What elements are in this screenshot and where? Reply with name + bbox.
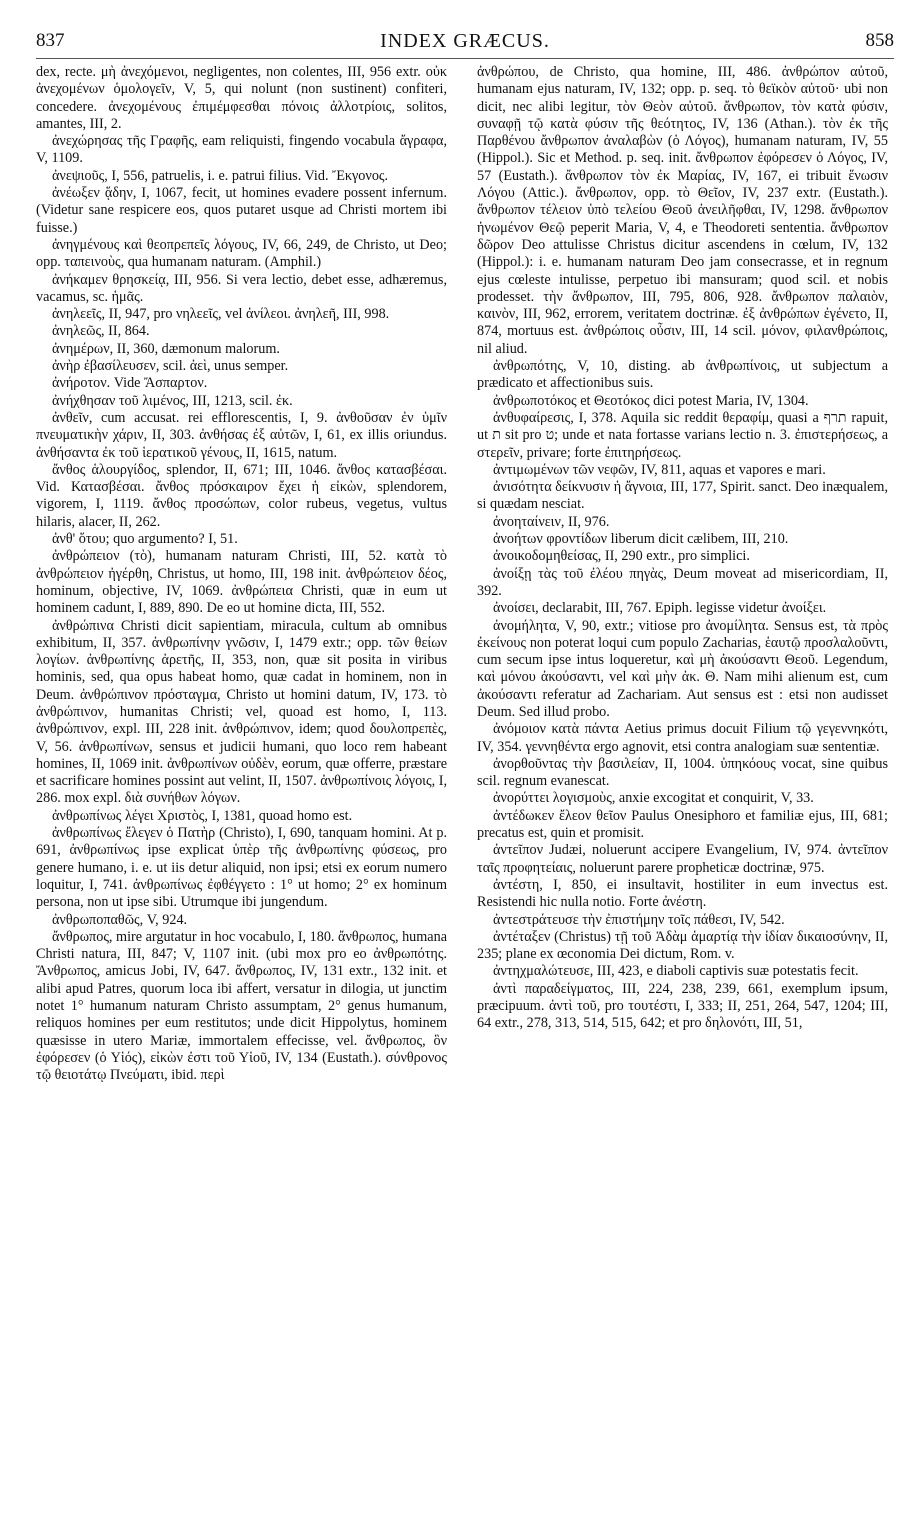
right-column [477,64,888,1524]
index-entry: ἀνοικοδομηθείσας, II, 290 extr., pro simplici. [493,548,750,565]
header-rule [36,58,894,59]
index-entry: ἀνθρωπότης, V, 10, disting. ab ἀνθρωπίνοις, ut subjectum a prædicato et affectionibus suis. [477,358,888,392]
index-entry: ἀνὴρ ἐβασίλευσεν, scil. ἀεὶ, unus semper. [52,358,289,375]
index-entry: ἀντὶ παραδείγματος, III, 224, 238, 239, 661, exemplum ipsum, præcipuum. ἀντὶ τοῦ, pro τουτέστι, I, 333; II, 251, 264, 547, 1204; III, 64 extr., 278, 313, 514, 515, 642; et pro δηλονότι, III, 51, [477,980,888,1032]
index-entry: ἀνθυφαίρεσις, I, 378. Aquila sic reddit θεραφίμ, quasi a תרף rapuit, ut ת sit pro ט; unde et nata fortasse varians lectio n. 3. ἐπιστερήσεως, a στερεῖν, privare; forte ἐπιτηρήσεως. [477,409,888,461]
index-entry: ἀντηχμαλώτευσε, III, 423, e diaboli captivis suæ potestatis fecit. [493,963,859,980]
running-title: INDEX GRÆCUS. [380,30,550,52]
index-entry: ἀνήροτον. Vide Ἄσπαρτον. [52,375,208,392]
index-entry: ἀνθρωπίνως ἔλεγεν ὁ Πατὴρ (Christo), I, 690, tanquam homini. At p. 691, ἀνθρωπίνως ipse explicat ὑπὲρ τῆς ἀνθρωπίνης φύσεως, pro genere humano, i. e. ut iis detur aliquid, non ipsi; etsi ex eorum numero loquitur, I, 741. ἀνθρωπίνως ἐφθέγγετο : 1° ut homo; 2° ex hominum persona, non ut ipse sibi. Utrumque ibi jungendum. [36,825,447,911]
index-entry: ἀνοηταίνειν, II, 976. [493,513,610,530]
index-entry: ἀνθρώπειον (τὸ), humanam naturam Christi, III, 52. κατὰ τὸ ἀνθρώπειον ἠγέρθη, Christus, ut homo, III, 198 init. ἀνθρώπειον δέος, hominum, objective, IV, 1069. ἀνθρώπεια Christi, quæ in eum ut hominem cadunt, I, 889, 890. De eo ut homine dicta, III, 552. [36,548,447,617]
index-entry: ἀνόμοιον κατὰ πάντα Aetius primus docuit Filium τῷ γεγεννηκότι, IV, 354. γεννηθέντα ergo agnovit, etsi contra analogiam suæ sententiæ. [477,721,888,755]
index-entry: ἀνθρωπίνως λέγει Χριστὸς, I, 1381, quoad homo est. [52,807,353,824]
index-entry: ἀντέταξεν (Christus) τῇ τοῦ Ἀδὰμ ἁμαρτίᾳ τὴν ἰδίαν δικαιοσύνην, II, 235; plane ex œconomia Dei dictum, Rom. v. [477,928,888,963]
index-entry: ἀνθ' ὅτου; quo argumento? I, 51. [52,531,238,548]
index-entry: ἀνήκαμεν θρησκείᾳ, III, 956. Si vera lectio, debet esse, adhæremus, vacamus, sc. ἡμᾶς. [36,271,447,305]
index-entry: ἀνομήλητα, V, 90, extr.; vitiose pro ἀνομίλητα. Sensus est, τὰ πρὸς ἐκείνους non poterat loqui cum populo Zacharias, ἑαυτῷ προσλαλοῦντι, cum secum ipse intus loqueretur, καὶ μὴ ἀκούσαντι Θεοῦ. Legendum, καὶ μόνου ἀκούσαντι, vel καὶ μὴν ἀκ. Θ. Nam mihi alienum est, cum ἀκούσαντι referatur ad Zachariam. Aut sensus est : etsi non audisset Deum. Sed illud probo. [477,617,888,720]
index-entry: ἀνοίξῃ τὰς τοῦ ἐλέου πηγὰς, Deum moveat ad misericordiam, II, 392. [477,565,888,599]
index-entry: ἀνήχθησαν τοῦ λιμένος, III, 1213, scil. ἐκ. [52,392,293,409]
index-entry: ἀνηγμένους καὶ θεοπρεπεῖς λόγους, IV, 66, 249, de Christo, ut Deo; opp. ταπεινοὺς, qua humanam naturam. (Amphil.) [36,236,447,271]
index-entry: ἀνηλεεῖς, II, 947, pro νηλεεῖς, vel ἀνίλεοι. ἀνηλεῆ, III, 998. [52,306,390,323]
index-entry: ἄνθος ἁλουργίδος, splendor, II, 671; III, 1046. ἄνθος κατασβέσαι. Vid. Κατασβέσαι. ἄνθος πρόσκαιρον ἔχει ἡ εἰκὼν, splendorem, vigorem, I, 1119. ἄνθος προσώπων, color rubeus, vegetus, vultus hilaris, alacer, II, 262. [36,461,447,530]
index-entry: ἀνισότητα δείκνυσιν ἡ ἄγνοια, III, 177, Spirit. sanct. Deo inæqualem, si quædam nesciat. [477,479,888,513]
index-entry: ἀνημέρων, II, 360, dæmonum malorum. [52,340,280,357]
index-entry: ἀνθρώπου, de Christo, qua homine, III, 486. ἀνθρώπον αὐτοῦ, humanam ejus naturam, IV, 132; opp. p. seq. τὸ θεϊκὸν αὐτοῦ· ubi non dicit, nec alibi legitur, τὸν Θεὸν αὐτοῦ. ἄνθρωπον, τὸν κατὰ φύσιν, συναφῇ τῷ κατὰ φύσιν τῆς θεότητος, IV, 136 (Athan.). τὸν ἐκ τῆς Παρθένου ἄνθρωπον ἀναλαβὼν (ὁ Λόγος), humanam naturam, IV, 55 (Hippol.). Sic et Method. p. seq. init. ἄνθρωπον ἐφόρεσεν ὁ Λόγος, IV, 57 (Eustath.). ἄνθρωπον τὸν ἐκ Μαρίας, IV, 167, ei tribuit ἕνωσιν Λόγου (Attic.). ἄνθρωπον, opp. τὸ Θεῖον, IV, 237 extr. (Eustath.). ἄνθρωπον τέλειον ὑπὸ τελείου Θεοῦ ἀνειλῆφθαι, IV, 1298. ἄνθρωπον ἡνωμένον Θεῷ peperit Maria, V, 4, e Theodoreti sententia. ἄνθρωπον δῶρον Deo attulisse Christus dicitur ascendens in cœlum, IV, 132 (Hippol.): i. e. humanam naturam Deo jam consecrasse, et in regnum ejus cœleste intulisse, perpetuo ibi mansuram; quod scil. et nobis prodesset. τὴν ἄνθρωπον, III, 795, 806, 928. ἄνθρωπον παλαιὸν, καινὸν, III, 962, errorem, veritatem doctrinæ. ἐξ ἀνθρώπων ἐγένετο, II, 874, mortuus est. ἀνθρώποις οὖσιν, III, 14 scil. μόνον, φιλανθρώποις, nil aliud. [477,64,888,357]
index-entry: ἀνορθοῦντας τὴν βασιλείαν, II, 1004. ὑπηκόους vocat, sine quibus scil. regnum evanescat. [477,755,888,790]
index-entry: dex, recte. μὴ ἀνεχόμενοι, negligentes, non colentes, III, 956 extr. οὐκ ἀνεχομένων ὁμολογεῖν, V, 5, qui nolunt (non sustinent) confiteri, concedere. ἀνεχομένους ἐπιμέμφεσθαι πόνοις ἀλλοτρίοις, solitos, amantes, III, 2. [36,64,447,132]
index-entry: ἀνθρωποπαθῶς, V, 924. [52,911,188,928]
index-entry: ἀνθεῖν, cum accusat. rei efflorescentis, I, 9. ἀνθοῦσαν ἐν ὑμῖν πνευματικὴν χάριν, II, 303. ἀνθήσας ἐξ αὐτῶν, I, 61, ex illis oriundus. ἀνθήσαντα ἐκ τοῦ ἱερατικοῦ γένους, II, 1615, natum. [36,409,447,461]
index-entry: ἀνθρωποτόκος et Θεοτόκος dici potest Maria, IV, 1304. [493,392,809,409]
index-entry: ἀνηλεῶς, II, 864. [52,323,150,340]
index-entry: ἀντεστράτευσε τὴν ἐπιστήμην τοῖς πάθεσι, IV, 542. [493,911,785,928]
page-header [36,30,894,56]
index-entry: ἀνεχώρησας τῆς Γραφῆς, eam reliquisti, fingendo vocabula ἄγραφα, V, 1109. [36,133,447,167]
left-column [36,64,447,1524]
index-entry: ἀνεψιοῦς, I, 556, patruelis, i. e. patrui filius. Vid. Ἔκγονος. [52,167,389,184]
index-entry: ἀνοήτων φροντίδων liberum dicit cælibem, III, 210. [493,531,789,548]
index-entry: ἀνοίσει, declarabit, III, 767. Epiph. legisse videtur ἀνοίξει. [493,600,827,617]
index-entry: ἀντέδωκεν ἔλεον θεῖον Paulus Onesiphoro et familiæ ejus, III, 681; precatus est, quin et promisit. [477,807,888,842]
index-entry: ἀντεῖπον Judæi, noluerunt accipere Evangelium, IV, 974. ἀντεῖπον ταῖς προφητείαις, noluerunt parere propheticæ doctrinæ, 975. [477,842,888,876]
index-entry: ἀνθρώπινα Christi dicit sapientiam, miracula, cultum ab omnibus exhibitum, II, 357. ἀνθρωπίνην γνῶσιν, I, 1479 extr.; opp. τῶν θείων λογίων. ἀνθρωπίνης ἀρετῆς, II, 353, non, quæ sit posita in viribus hominis, sed, qua opus habeat homo, quæ cadat in hominem, non in Deum. ἀνθρώπινον πρόσταγμα, Christo ut homini datum, IV, 173. τὸ ἀνθρώπινον, humanitas Christi; vel, quoad est homo, I, 113. ἀνθρώπινον, expl. III, 228 init. ἀνθρώπινον, idem; quod δουλοπρεπὲς, V, 56. ἀνθρωπίνων, sensus et judicii humani, quo loco rem habeant homines, II, 1069 init. ἀνθρωπίνων οὐδὲν, eorum, quæ offerre, præstare et sacrificare homines possint aut velint, II, 1507. ἀνθρωπίνοις λόγοις, I, 286. mox expl. διὰ συνήθων λόγων. [36,617,447,807]
index-entry: ἀνέωξεν ᾅδην, I, 1067, fecit, ut homines evadere possent infernum. (Videtur sane respicere eos, quos putaret usque ad Christi mortem ibi fuisse.) [36,185,447,236]
index-entry: ἀντέστη, I, 850, ei insultavit, hostiliter in eum invectus est. Resistendi hic nulla notio. Forte ἀνέστη. [477,876,888,911]
page-number-left: 837 [36,30,65,51]
page-number-right: 858 [865,30,894,51]
index-entry: ἀντιμωμένων τῶν νεφῶν, IV, 811, aquas et vapores e mari. [493,461,826,478]
index-entry: ἄνθρωπος, mire argutatur in hoc vocabulo, I, 180. ἄνθρωπος, humana Christi natura, III, 847; V, 1107 init. (ubi mox pro eo ἀνθρωπότης. Ἄνθρωπος, amicus Jobi, IV, 647. ἄνθρωπος, IV, 131 extr., 132 init. et alibi apud Patres, quorum loca ibi affert, versatur in dilogia, ut junctim notet 1° humanum naturam Christo assumptam, 2° genus humanum, reliquos homines per eum restitutos; unde dicit Hippolytus, hominem quæsisse in utero Mariæ, immortalem effecisse, vel. ἄνθρωπος, ὃν ἐφόρεσεν (ὁ Υἱός), εἰκὼν ἐστι τοῦ Υἱοῦ, IV, 134 (Eustath.). σύνθρονος τῷ θειοτάτῳ Πνεύματι, ibid. περὶ [36,928,447,1084]
index-entry: ἀνορύττει λογισμοὺς, anxie excogitat et conquirit, V, 33. [493,790,814,807]
